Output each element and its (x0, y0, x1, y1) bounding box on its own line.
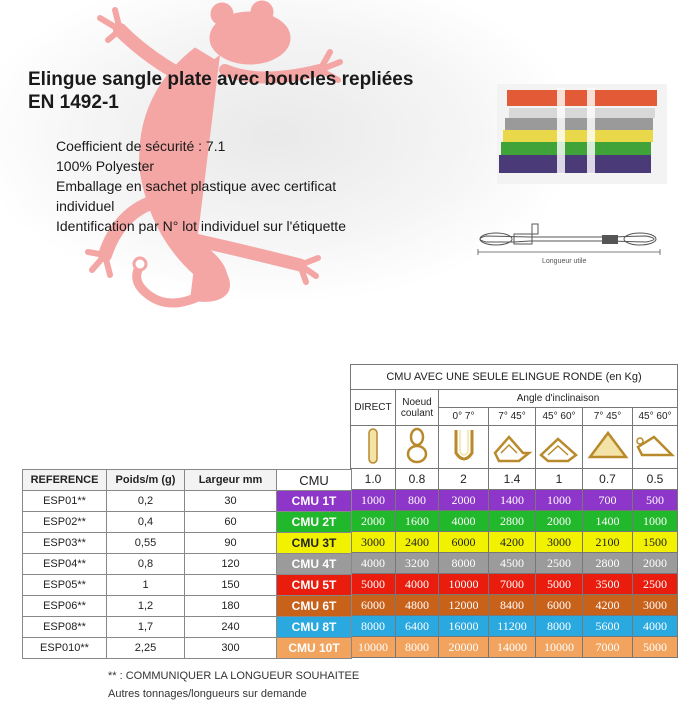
angle-column-header: 7° 45° (489, 408, 536, 426)
noeud-coulant-header (396, 390, 439, 426)
sling-length-diagram (470, 222, 670, 268)
footnote: Autres tonnages/longueurs sur demande (108, 688, 307, 700)
cmu-value-cell: 4000 (351, 553, 396, 574)
direct-header: DIRECT (351, 390, 396, 426)
cmu-value-cell: 3000 (536, 532, 583, 553)
poids-cell: 1,7 (107, 617, 185, 638)
cmu-value-cell: 6000 (536, 595, 583, 616)
table-row (23, 491, 352, 512)
poids-cell: 2,25 (107, 638, 185, 659)
angle-column-header: 7° 45° (583, 408, 633, 426)
cmu-value-cell: 20000 (439, 637, 489, 658)
poids-cell: 0,55 (107, 533, 185, 554)
angle-column-header: 45° 60° (633, 408, 678, 426)
cmu-value-cell: 7000 (489, 574, 536, 595)
cmu-value-cell: 3500 (583, 574, 633, 595)
cmu-value-cell: 4000 (633, 616, 678, 637)
reference-header: REFERENCE (23, 470, 107, 491)
cmu-value-cell: 1000 (536, 490, 583, 511)
cmu-value-cell: 2500 (633, 574, 678, 595)
cmu-value-cell: 1000 (351, 490, 396, 511)
table-row (23, 512, 352, 533)
cmu-value-cell: 10000 (536, 637, 583, 658)
coefficient-cell: 1 (536, 469, 583, 490)
coefficient-cell: 2 (439, 469, 489, 490)
table-row (351, 616, 678, 637)
reference-cell: ESP01** (23, 491, 107, 512)
feature-list (56, 136, 416, 236)
feature-item: Identification par N° lot individuel sur l'étiquette (56, 218, 346, 234)
cmu-table (350, 364, 678, 658)
cmu-value-cell: 1400 (489, 490, 536, 511)
table-row (351, 490, 678, 511)
cmu-badge: CMU 5T (277, 575, 352, 596)
cmu-value-cell: 1600 (396, 511, 439, 532)
title-line: Elingue sangle plate avec boucles repliées (28, 69, 414, 90)
poids-cell: 0,8 (107, 554, 185, 575)
cmu-value-cell: 2000 (351, 511, 396, 532)
reference-cell: ESP05** (23, 575, 107, 596)
cmu-value-cell: 4000 (439, 511, 489, 532)
cmu-value-cell: 6000 (351, 595, 396, 616)
table-row (23, 596, 352, 617)
cmu-value-cell: 4000 (396, 574, 439, 595)
cmu-value-cell: 1400 (583, 511, 633, 532)
reference-cell: ESP04** (23, 554, 107, 575)
largeur-header: Largeur mm (185, 470, 277, 491)
table-row (23, 617, 352, 638)
largeur-cell: 60 (185, 512, 277, 533)
cmu-value-cell: 3200 (396, 553, 439, 574)
table-row (351, 532, 678, 553)
cmu-badge: CMU 10T (277, 638, 352, 659)
cmu-value-cell: 8400 (489, 595, 536, 616)
table-row (23, 533, 352, 554)
cmu-badge: CMU 2T (277, 512, 352, 533)
cmu-value-cell: 2800 (489, 511, 536, 532)
table-row (23, 638, 352, 659)
coefficient-cell: 0.7 (583, 469, 633, 490)
cmu-value-cell: 2000 (536, 511, 583, 532)
poids-header: Poids/m (g) (107, 470, 185, 491)
cmu-value-cell: 5600 (583, 616, 633, 637)
reference-table (22, 469, 352, 659)
coulant-label: coulant (400, 407, 434, 419)
cmu-badge: CMU 3T (277, 533, 352, 554)
cmu-value-cell: 8000 (351, 616, 396, 637)
largeur-cell: 90 (185, 533, 277, 554)
largeur-cell: 150 (185, 575, 277, 596)
cmu-main-header: CMU AVEC UNE SEULE ELINGUE RONDE (en Kg) (351, 365, 678, 390)
feature-item: Emballage en sachet plastique avec certificat (56, 178, 337, 194)
feature-item: individuel (56, 198, 115, 214)
cmu-value-cell: 6400 (396, 616, 439, 637)
direct-sling-icon (351, 426, 396, 469)
coefficient-cell: 1.4 (489, 469, 536, 490)
reference-cell: ESP02** (23, 512, 107, 533)
page-title (28, 68, 413, 114)
cmu-value-cell: 14000 (489, 637, 536, 658)
cmu-value-cell: 6000 (439, 532, 489, 553)
angle-header: Angle d'inclinaison (439, 390, 678, 408)
largeur-cell: 300 (185, 638, 277, 659)
largeur-cell: 30 (185, 491, 277, 512)
cmu-value-cell: 800 (396, 490, 439, 511)
cmu-value-cell: 4500 (489, 553, 536, 574)
cmu-value-cell: 10000 (439, 574, 489, 595)
cmu-value-cell: 3000 (351, 532, 396, 553)
cmu-value-cell: 1500 (633, 532, 678, 553)
table-row (351, 637, 678, 658)
choke-hitch-icon (396, 426, 439, 469)
angle-column-header: 45° 60° (536, 408, 583, 426)
angle-column-header: 0° 7° (439, 408, 489, 426)
coefficient-cell: 0.5 (633, 469, 678, 490)
cmu-value-cell: 5000 (536, 574, 583, 595)
basket-hitch-7-45-icon (489, 426, 536, 469)
poids-cell: 0,4 (107, 512, 185, 533)
footnote: ** : COMMUNIQUER LA LONGUEUR SOUHAITEE (108, 670, 360, 682)
footnotes (108, 667, 359, 703)
cmu-value-cell: 8000 (536, 616, 583, 637)
table-row (351, 511, 678, 532)
cmu-value-cell: 4800 (396, 595, 439, 616)
cmu-value-cell: 7000 (583, 637, 633, 658)
title-line: EN 1492-1 (28, 92, 119, 113)
cmu-value-cell: 1000 (633, 511, 678, 532)
cmu-value-cell: 2800 (583, 553, 633, 574)
coefficient-cell: 0.8 (396, 469, 439, 490)
cmu-value-cell: 2400 (396, 532, 439, 553)
cmu-badge: CMU 1T (277, 491, 352, 512)
poids-cell: 1 (107, 575, 185, 596)
cmu-value-cell: 11200 (489, 616, 536, 637)
cmu-value-cell: 8000 (396, 637, 439, 658)
cmu-header: CMU (277, 470, 352, 491)
cmu-badge: CMU 8T (277, 617, 352, 638)
table-row (351, 595, 678, 616)
reference-cell: ESP010** (23, 638, 107, 659)
cmu-value-cell: 5000 (633, 637, 678, 658)
sling-product-photo (497, 84, 667, 184)
basket-hitch-vertical-icon (439, 426, 489, 469)
cmu-value-cell: 2000 (439, 490, 489, 511)
reference-cell: ESP08** (23, 617, 107, 638)
poids-cell: 1,2 (107, 596, 185, 617)
table-row (23, 575, 352, 596)
largeur-cell: 240 (185, 617, 277, 638)
table-row (351, 553, 678, 574)
cmu-value-cell: 10000 (351, 637, 396, 658)
cmu-value-cell: 8000 (439, 553, 489, 574)
cmu-value-cell: 4200 (489, 532, 536, 553)
cmu-value-cell: 500 (633, 490, 678, 511)
cmu-value-cell: 2500 (536, 553, 583, 574)
cmu-value-cell: 5000 (351, 574, 396, 595)
table-row (23, 554, 352, 575)
diagram-label: Longueur utile (542, 258, 587, 265)
cmu-value-cell: 4200 (583, 595, 633, 616)
poids-cell: 0,2 (107, 491, 185, 512)
cmu-value-cell: 16000 (439, 616, 489, 637)
cmu-value-cell: 12000 (439, 595, 489, 616)
cmu-value-cell: 2100 (583, 532, 633, 553)
table-row (351, 574, 678, 595)
cmu-value-cell: 3000 (633, 595, 678, 616)
reference-cell: ESP03** (23, 533, 107, 554)
largeur-cell: 120 (185, 554, 277, 575)
cmu-badge: CMU 6T (277, 596, 352, 617)
feature-item: Coefficient de sécurité : 7.1 (56, 138, 226, 154)
two-leg-7-45-icon (583, 426, 633, 469)
cmu-value-cell: 700 (583, 490, 633, 511)
cmu-badge: CMU 4T (277, 554, 352, 575)
noeud-label: Noeud (402, 396, 432, 408)
reference-cell: ESP06** (23, 596, 107, 617)
basket-hitch-45-60-icon (536, 426, 583, 469)
largeur-cell: 180 (185, 596, 277, 617)
two-leg-45-60-icon (633, 426, 678, 469)
coefficient-cell: 1.0 (351, 469, 396, 490)
cmu-value-cell: 2000 (633, 553, 678, 574)
feature-item: 100% Polyester (56, 158, 155, 174)
